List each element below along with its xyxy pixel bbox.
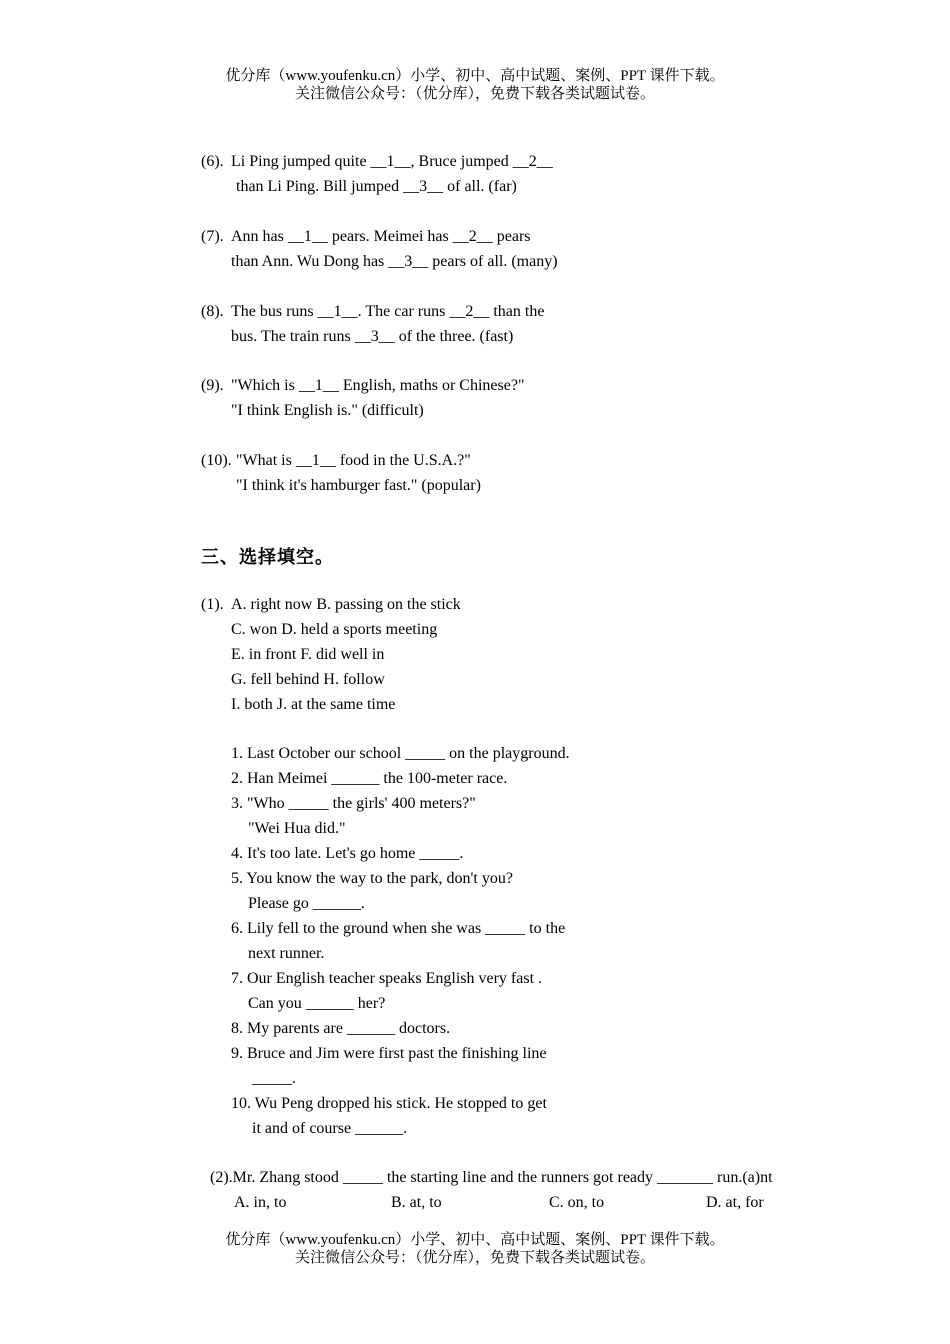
header-line-1: 优分库（www.youfenku.cn）小学、初中、高中试题、案例、PPT 课件下载。 (225, 68, 725, 84)
question-line: "What is __1__ food in the U.S.A.?" (236, 452, 471, 469)
question-line: than Ann. Wu Dong has __3__ pears of all. (many) (231, 253, 558, 270)
question-9 (201, 373, 621, 423)
question-line: Ann has __1__ pears. Meimei has __2__ pears (231, 228, 531, 245)
question-line: The bus runs __1__. The car runs __2__ than the (231, 303, 545, 320)
option-line: C. won D. held a sports meeting (231, 621, 438, 638)
section-title: 三、选择填空。 (201, 547, 334, 568)
item-line: 8. My parents are ______ doctors. (231, 1020, 451, 1037)
question-line: than Li Ping. Bill jumped __3__ of all. (far) (236, 178, 517, 195)
option-a: A. in, to (234, 1194, 287, 1211)
question-10 (201, 448, 621, 498)
question-line: "I think it's hamburger fast." (popular) (236, 477, 481, 494)
question-number: (9). (201, 377, 224, 394)
item-line: Can you ______ her? (248, 995, 386, 1012)
item-line: 4. It's too late. Let's go home _____. (231, 845, 464, 862)
item-line: 7. Our English teacher speaks English very fast . (231, 970, 543, 987)
option-line: E. in front F. did well in (231, 646, 385, 663)
question-number: (1). (201, 596, 224, 613)
option-line: I. both J. at the same time (231, 696, 396, 713)
question-1-items (231, 741, 651, 1141)
item-line: 2. Han Meimei ______ the 100-meter race. (231, 770, 508, 787)
footer-line-2: 关注微信公众号：（优分库），免费下载各类试题试卷。 (294, 1250, 655, 1266)
question-8 (201, 299, 621, 349)
question-6 (201, 149, 621, 199)
question-line: "I think English is." (difficult) (231, 402, 424, 419)
footer-line-1: 优分库（www.youfenku.cn）小学、初中、高中试题、案例、PPT 课件下载。 (225, 1232, 725, 1248)
header-line-2: 关注微信公众号：（优分库），免费下载各类试题试卷。 (294, 86, 655, 102)
option-d: D. at, for (706, 1194, 764, 1211)
item-line: it and of course ______. (252, 1120, 408, 1137)
item-line: "Wei Hua did." (248, 820, 346, 837)
question-number: (6). (201, 153, 224, 170)
item-line: 6. Lily fell to the ground when she was _____ to the (231, 920, 566, 937)
question-line: bus. The train runs __3__ of the three. (fast) (231, 328, 514, 345)
item-line: 10. Wu Peng dropped his stick. He stopped to get (231, 1095, 547, 1112)
option-line: A. right now B. passing on the stick (231, 596, 461, 613)
option-b: B. at, to (391, 1194, 442, 1211)
question-number: (10). (201, 452, 232, 469)
item-line: 5. You know the way to the park, don't you? (231, 870, 513, 887)
item-line: 1. Last October our school _____ on the playground. (231, 745, 570, 762)
item-line: 9. Bruce and Jim were first past the finishing line (231, 1045, 547, 1062)
question-2-stem: (2).Mr. Zhang stood _____ the starting line and the runners got ready _______ run.(a)nt (210, 1169, 773, 1186)
question-line: "Which is __1__ English, maths or Chinese?" (231, 377, 525, 394)
item-line: next runner. (248, 945, 325, 962)
question-line: Li Ping jumped quite __1__, Bruce jumped __2__ (231, 153, 553, 170)
question-number: (7). (201, 228, 224, 245)
item-line: _____. (252, 1070, 296, 1087)
page-footer (0, 1231, 950, 1267)
option-line: G. fell behind H. follow (231, 671, 385, 688)
item-line: 3. "Who _____ the girls' 400 meters?" (231, 795, 476, 812)
question-7 (201, 224, 621, 274)
option-c: C. on, to (549, 1194, 605, 1211)
item-line: Please go ______. (248, 895, 365, 912)
question-1-options (201, 592, 621, 717)
page-header (0, 67, 950, 103)
question-number: (8). (201, 303, 224, 320)
